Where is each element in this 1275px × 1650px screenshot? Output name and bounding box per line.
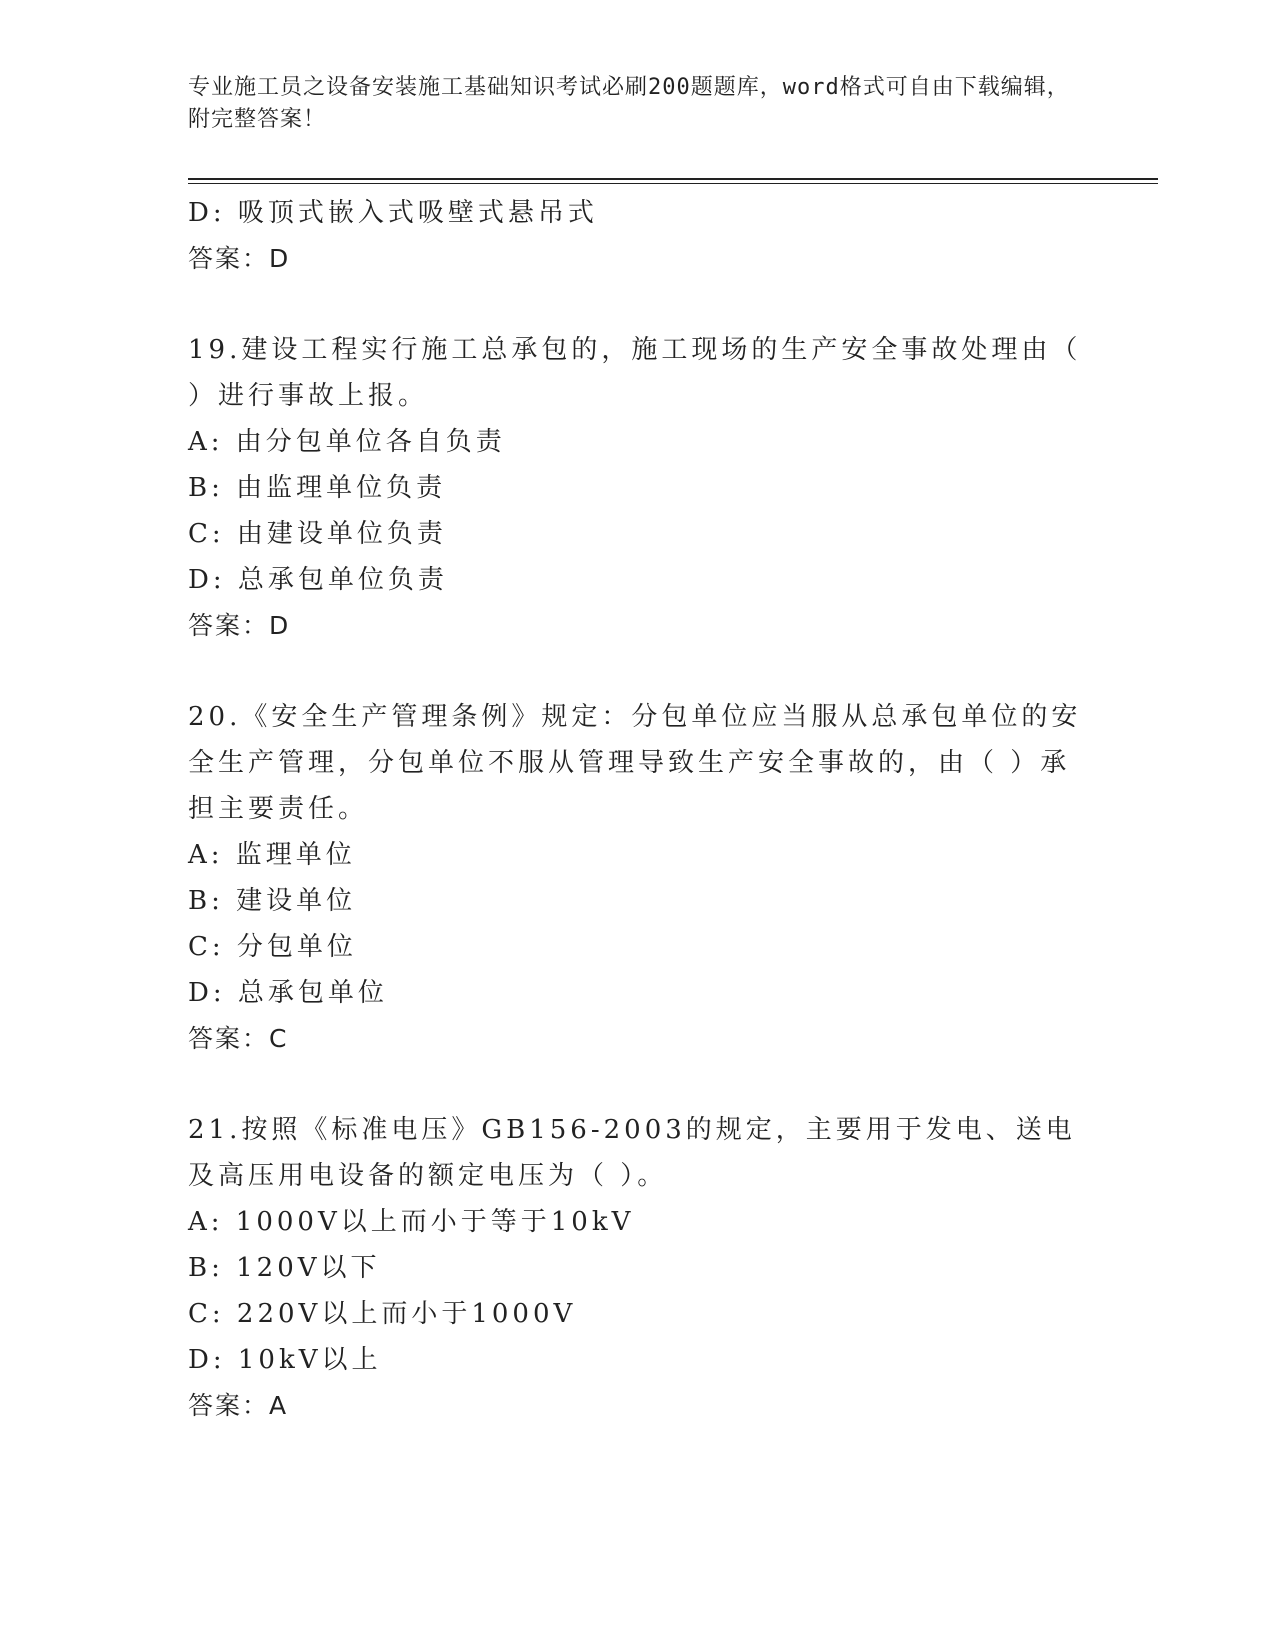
option-c: C: 220V以上而小于1000V — [188, 1299, 577, 1329]
answer: 答案：A — [188, 1391, 289, 1420]
option-d: D: 10kV以上 — [188, 1345, 382, 1375]
header-rule-thick — [188, 178, 1158, 180]
question-stem: 19.建设工程实行施工总承包的，施工现场的生产安全事故处理由（ ）进行事故上报。 — [188, 335, 1082, 411]
question-21 — [188, 1107, 1088, 1429]
option-c: C: 分包单位 — [188, 932, 357, 962]
question-20 — [188, 694, 1088, 1062]
answer: 答案：D — [188, 244, 291, 273]
option-b: B: 由监理单位负责 — [188, 473, 447, 503]
question-spacer — [188, 282, 1088, 327]
option-d: D: 总承包单位 — [188, 978, 388, 1008]
question-list — [188, 190, 1088, 1429]
question-spacer — [188, 1062, 1088, 1107]
option-a: A: 监理单位 — [188, 840, 356, 870]
question-spacer — [188, 649, 1088, 694]
question-19 — [188, 327, 1088, 649]
option-c: C: 由建设单位负责 — [188, 519, 447, 549]
option-a: A: 1000V以上而小于等于10kV — [188, 1207, 635, 1237]
option-a: A: 由分包单位各自负责 — [188, 427, 506, 457]
option-b: B: 建设单位 — [188, 886, 357, 916]
option-d: D: 总承包单位负责 — [188, 565, 448, 595]
answer: 答案：D — [188, 611, 291, 640]
answer: 答案：C — [188, 1024, 289, 1053]
question-stem: 21.按照《标准电压》GB156-2003的规定，主要用于发电、送电及高压用电设备的额定电压为（ ）。 — [188, 1115, 1076, 1191]
option-b: B: 120V以下 — [188, 1253, 381, 1283]
question-18-tail — [188, 190, 1088, 282]
header-rule-thin — [188, 183, 1158, 184]
page-header: 专业施工员之设备安装施工基础知识考试必刷200题题库，word格式可自由下载编辑，附完整答案！ — [188, 75, 1070, 132]
question-stem: 20.《安全生产管理条例》规定：分包单位应当服从总承包单位的安全生产管理，分包单位不服从管理导致生产安全事故的，由（ ）承担主要责任。 — [188, 702, 1082, 824]
option-d: D: 吸顶式嵌入式吸壁式悬吊式 — [188, 198, 598, 228]
